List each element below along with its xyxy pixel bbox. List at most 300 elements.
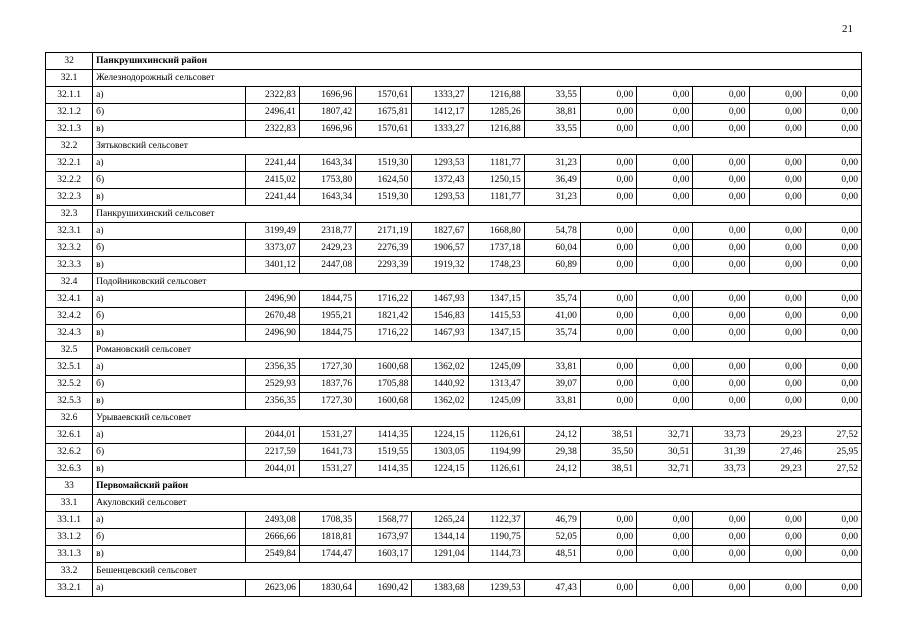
- value-cell: 1414,35: [356, 461, 412, 478]
- value-cell: 1570,61: [356, 87, 412, 104]
- row-code: 33.2.1: [46, 580, 93, 597]
- value-cell: 2496,41: [245, 104, 299, 121]
- value-cell: 0,00: [805, 172, 861, 189]
- value-cell: 0,00: [693, 359, 749, 376]
- value-cell: 2318,77: [299, 223, 355, 240]
- value-cell: 0,00: [637, 104, 693, 121]
- settlement-name: Железнодорожный сельсовет: [93, 70, 862, 87]
- value-cell: 0,00: [805, 376, 861, 393]
- value-cell: 2171,19: [356, 223, 412, 240]
- value-cell: 1414,35: [356, 427, 412, 444]
- value-cell: 0,00: [805, 87, 861, 104]
- value-cell: 0,00: [749, 291, 805, 308]
- settlement-name: Акуловский сельсовет: [93, 495, 862, 512]
- value-cell: 0,00: [749, 155, 805, 172]
- value-cell: 0,00: [805, 104, 861, 121]
- settlement-name: Подойниковский сельсовет: [93, 274, 862, 291]
- value-cell: 1837,76: [299, 376, 355, 393]
- value-cell: 1519,30: [356, 189, 412, 206]
- value-cell: 0,00: [580, 155, 636, 172]
- value-cell: 1744,47: [299, 546, 355, 563]
- row-code: 33.1.2: [46, 529, 93, 546]
- value-cell: 1643,34: [299, 155, 355, 172]
- value-cell: 31,23: [524, 155, 580, 172]
- value-cell: 1415,53: [468, 308, 524, 325]
- value-cell: 2447,08: [299, 257, 355, 274]
- value-cell: 0,00: [693, 325, 749, 342]
- table-row: [46, 257, 862, 274]
- value-cell: 1600,68: [356, 393, 412, 410]
- value-cell: 27,52: [805, 427, 861, 444]
- value-cell: 0,00: [580, 189, 636, 206]
- value-cell: 1668,80: [468, 223, 524, 240]
- value-cell: 35,74: [524, 325, 580, 342]
- value-cell: 32,71: [637, 461, 693, 478]
- value-cell: 0,00: [637, 189, 693, 206]
- value-cell: 0,00: [693, 291, 749, 308]
- value-cell: 0,00: [693, 223, 749, 240]
- value-cell: 32,71: [637, 427, 693, 444]
- value-cell: 3199,49: [245, 223, 299, 240]
- value-cell: 38,51: [580, 461, 636, 478]
- table-row: [46, 121, 862, 138]
- value-cell: 0,00: [749, 104, 805, 121]
- row-code: 32.2: [46, 138, 93, 155]
- value-cell: 0,00: [749, 189, 805, 206]
- value-cell: 33,81: [524, 359, 580, 376]
- value-cell: 38,51: [580, 427, 636, 444]
- table-row: [46, 461, 862, 478]
- value-cell: 0,00: [580, 308, 636, 325]
- value-cell: 0,00: [580, 87, 636, 104]
- table-row: [46, 223, 862, 240]
- value-cell: 0,00: [637, 172, 693, 189]
- value-cell: 0,00: [637, 257, 693, 274]
- value-cell: 27,46: [749, 444, 805, 461]
- row-variant: б): [93, 444, 246, 461]
- value-cell: 0,00: [749, 546, 805, 563]
- table-row: [46, 325, 862, 342]
- value-cell: 0,00: [749, 580, 805, 597]
- table-row: [46, 189, 862, 206]
- value-cell: 0,00: [749, 257, 805, 274]
- row-code: 32: [46, 53, 93, 70]
- row-variant: б): [93, 376, 246, 393]
- row-code: 32.1.3: [46, 121, 93, 138]
- value-cell: 1344,14: [412, 529, 468, 546]
- value-cell: 1705,88: [356, 376, 412, 393]
- row-code: 33.1.3: [46, 546, 93, 563]
- value-cell: 0,00: [693, 393, 749, 410]
- value-cell: 46,79: [524, 512, 580, 529]
- value-cell: 2670,48: [245, 308, 299, 325]
- value-cell: 1333,27: [412, 121, 468, 138]
- value-cell: 0,00: [580, 223, 636, 240]
- value-cell: 1818,81: [299, 529, 355, 546]
- value-cell: 1807,42: [299, 104, 355, 121]
- value-cell: 2415,02: [245, 172, 299, 189]
- value-cell: 1531,27: [299, 427, 355, 444]
- value-cell: 1844,75: [299, 291, 355, 308]
- row-code: 33.1: [46, 495, 93, 512]
- value-cell: 0,00: [693, 104, 749, 121]
- value-cell: 31,23: [524, 189, 580, 206]
- value-cell: 1696,96: [299, 121, 355, 138]
- value-cell: 1716,22: [356, 291, 412, 308]
- value-cell: 0,00: [580, 546, 636, 563]
- row-code: 33.2: [46, 563, 93, 580]
- row-code: 32.2.1: [46, 155, 93, 172]
- table-row: [46, 512, 862, 529]
- value-cell: 1362,02: [412, 393, 468, 410]
- value-cell: 0,00: [805, 240, 861, 257]
- value-cell: 0,00: [580, 529, 636, 546]
- row-code: 32.3.3: [46, 257, 93, 274]
- value-cell: 2496,90: [245, 325, 299, 342]
- table-row: [46, 427, 862, 444]
- value-cell: 2241,44: [245, 189, 299, 206]
- value-cell: 35,74: [524, 291, 580, 308]
- row-variant: в): [93, 461, 246, 478]
- value-cell: 0,00: [580, 512, 636, 529]
- value-cell: 1696,96: [299, 87, 355, 104]
- value-cell: 0,00: [580, 240, 636, 257]
- value-cell: 1675,81: [356, 104, 412, 121]
- value-cell: 0,00: [693, 155, 749, 172]
- value-cell: 0,00: [637, 87, 693, 104]
- value-cell: 1830,64: [299, 580, 355, 597]
- value-cell: 0,00: [805, 529, 861, 546]
- settlement-name: Зятьковский сельсовет: [93, 138, 862, 155]
- value-cell: 1383,68: [412, 580, 468, 597]
- table-row: [46, 546, 862, 563]
- settlement-row: [46, 410, 862, 427]
- value-cell: 1716,22: [356, 325, 412, 342]
- row-code: 32.5: [46, 342, 93, 359]
- row-code: 32.6.1: [46, 427, 93, 444]
- table-row: [46, 172, 862, 189]
- table-row: [46, 580, 862, 597]
- row-variant: а): [93, 155, 246, 172]
- value-cell: 1293,53: [412, 189, 468, 206]
- value-cell: 38,81: [524, 104, 580, 121]
- value-cell: 0,00: [805, 155, 861, 172]
- value-cell: 0,00: [749, 121, 805, 138]
- value-cell: 0,00: [637, 529, 693, 546]
- value-cell: 2493,08: [245, 512, 299, 529]
- value-cell: 0,00: [580, 376, 636, 393]
- value-cell: 1753,80: [299, 172, 355, 189]
- value-cell: 1919,32: [412, 257, 468, 274]
- value-cell: 30,51: [637, 444, 693, 461]
- value-cell: 0,00: [805, 189, 861, 206]
- value-cell: 1245,09: [468, 359, 524, 376]
- value-cell: 0,00: [580, 580, 636, 597]
- value-cell: 1239,53: [468, 580, 524, 597]
- table-row: [46, 376, 862, 393]
- value-cell: 1181,77: [468, 155, 524, 172]
- table-row: [46, 308, 862, 325]
- value-cell: 1144,73: [468, 546, 524, 563]
- value-cell: 0,00: [693, 529, 749, 546]
- value-cell: 0,00: [805, 512, 861, 529]
- value-cell: 0,00: [580, 325, 636, 342]
- value-cell: 1245,09: [468, 393, 524, 410]
- value-cell: 2549,84: [245, 546, 299, 563]
- value-cell: 27,52: [805, 461, 861, 478]
- value-cell: 0,00: [749, 223, 805, 240]
- value-cell: 0,00: [580, 257, 636, 274]
- value-cell: 1291,04: [412, 546, 468, 563]
- row-variant: а): [93, 359, 246, 376]
- value-cell: 54,78: [524, 223, 580, 240]
- value-cell: 0,00: [580, 359, 636, 376]
- settlement-row: [46, 495, 862, 512]
- table-row: [46, 529, 862, 546]
- table-row: [46, 393, 862, 410]
- value-cell: 0,00: [693, 580, 749, 597]
- value-cell: 3373,07: [245, 240, 299, 257]
- row-code: 32.4.3: [46, 325, 93, 342]
- row-variant: в): [93, 546, 246, 563]
- settlement-name: Романовский сельсовет: [93, 342, 862, 359]
- value-cell: 1673,97: [356, 529, 412, 546]
- value-cell: 31,39: [693, 444, 749, 461]
- value-cell: 0,00: [693, 512, 749, 529]
- value-cell: 0,00: [693, 189, 749, 206]
- value-cell: 1955,21: [299, 308, 355, 325]
- value-cell: 1600,68: [356, 359, 412, 376]
- row-code: 32.1.1: [46, 87, 93, 104]
- value-cell: 1827,67: [412, 223, 468, 240]
- value-cell: 0,00: [805, 291, 861, 308]
- row-variant: б): [93, 529, 246, 546]
- table-row: [46, 444, 862, 461]
- value-cell: 1122,37: [468, 512, 524, 529]
- row-code: 32.4.2: [46, 308, 93, 325]
- value-cell: 35,50: [580, 444, 636, 461]
- row-code: 32.6.3: [46, 461, 93, 478]
- value-cell: 1519,30: [356, 155, 412, 172]
- value-cell: 0,00: [693, 257, 749, 274]
- row-code: 32.6.2: [46, 444, 93, 461]
- value-cell: 1748,23: [468, 257, 524, 274]
- row-variant: б): [93, 104, 246, 121]
- value-cell: 33,81: [524, 393, 580, 410]
- value-cell: 0,00: [637, 580, 693, 597]
- value-cell: 39,07: [524, 376, 580, 393]
- row-variant: а): [93, 87, 246, 104]
- row-code: 32.1.2: [46, 104, 93, 121]
- value-cell: 0,00: [805, 257, 861, 274]
- row-code: 32.3.2: [46, 240, 93, 257]
- value-cell: 1313,47: [468, 376, 524, 393]
- row-variant: а): [93, 223, 246, 240]
- settlement-name: Урываевский сельсовет: [93, 410, 862, 427]
- row-code: 32.2.2: [46, 172, 93, 189]
- value-cell: 1531,27: [299, 461, 355, 478]
- value-cell: 2217,59: [245, 444, 299, 461]
- value-cell: 0,00: [693, 172, 749, 189]
- value-cell: 1906,57: [412, 240, 468, 257]
- value-cell: 0,00: [749, 87, 805, 104]
- settlement-name: Бешенцевский сельсовет: [93, 563, 862, 580]
- region-row: [46, 53, 862, 70]
- value-cell: 1216,88: [468, 121, 524, 138]
- row-code: 32.3: [46, 206, 93, 223]
- value-cell: 0,00: [637, 546, 693, 563]
- row-variant: б): [93, 240, 246, 257]
- value-cell: 1643,34: [299, 189, 355, 206]
- value-cell: 0,00: [637, 376, 693, 393]
- value-cell: 0,00: [580, 121, 636, 138]
- row-code: 32.5.3: [46, 393, 93, 410]
- value-cell: 1603,17: [356, 546, 412, 563]
- value-cell: 33,73: [693, 427, 749, 444]
- value-cell: 0,00: [637, 359, 693, 376]
- value-cell: 2666,66: [245, 529, 299, 546]
- value-cell: 0,00: [805, 546, 861, 563]
- value-cell: 47,43: [524, 580, 580, 597]
- row-variant: б): [93, 308, 246, 325]
- value-cell: 41,00: [524, 308, 580, 325]
- value-cell: 0,00: [693, 546, 749, 563]
- settlement-row: [46, 274, 862, 291]
- value-cell: 0,00: [580, 172, 636, 189]
- row-variant: в): [93, 257, 246, 274]
- table-body: [46, 53, 862, 597]
- row-variant: а): [93, 580, 246, 597]
- row-code: 32.1: [46, 70, 93, 87]
- value-cell: 48,51: [524, 546, 580, 563]
- row-variant: а): [93, 291, 246, 308]
- value-cell: 1412,17: [412, 104, 468, 121]
- row-code: 32.3.1: [46, 223, 93, 240]
- value-cell: 0,00: [693, 240, 749, 257]
- table-row: [46, 155, 862, 172]
- row-code: 32.4: [46, 274, 93, 291]
- settlement-row: [46, 563, 862, 580]
- value-cell: 2293,39: [356, 257, 412, 274]
- value-cell: 1467,93: [412, 325, 468, 342]
- value-cell: 0,00: [580, 104, 636, 121]
- value-cell: 0,00: [637, 512, 693, 529]
- value-cell: 1347,15: [468, 325, 524, 342]
- value-cell: 1333,27: [412, 87, 468, 104]
- settlement-row: [46, 206, 862, 223]
- value-cell: 1265,24: [412, 512, 468, 529]
- value-cell: 33,55: [524, 87, 580, 104]
- settlement-row: [46, 342, 862, 359]
- value-cell: 33,55: [524, 121, 580, 138]
- value-cell: 1440,92: [412, 376, 468, 393]
- row-variant: в): [93, 393, 246, 410]
- row-code: 32.4.1: [46, 291, 93, 308]
- value-cell: 0,00: [805, 359, 861, 376]
- value-cell: 1293,53: [412, 155, 468, 172]
- value-cell: 1126,61: [468, 427, 524, 444]
- value-cell: 1224,15: [412, 461, 468, 478]
- value-cell: 1624,50: [356, 172, 412, 189]
- value-cell: 0,00: [805, 223, 861, 240]
- value-cell: 0,00: [749, 308, 805, 325]
- value-cell: 0,00: [749, 393, 805, 410]
- value-cell: 25,95: [805, 444, 861, 461]
- value-cell: 0,00: [749, 529, 805, 546]
- settlement-name: Панкрушихинский сельсовет: [93, 206, 862, 223]
- value-cell: 2529,93: [245, 376, 299, 393]
- value-cell: 0,00: [749, 172, 805, 189]
- value-cell: 0,00: [805, 393, 861, 410]
- value-cell: 1347,15: [468, 291, 524, 308]
- value-cell: 0,00: [637, 393, 693, 410]
- value-cell: 0,00: [637, 121, 693, 138]
- value-cell: 0,00: [805, 580, 861, 597]
- value-cell: 3401,12: [245, 257, 299, 274]
- value-cell: 1546,83: [412, 308, 468, 325]
- value-cell: 2276,39: [356, 240, 412, 257]
- value-cell: 1224,15: [412, 427, 468, 444]
- value-cell: 0,00: [693, 308, 749, 325]
- value-cell: 0,00: [637, 155, 693, 172]
- value-cell: 52,05: [524, 529, 580, 546]
- value-cell: 1362,02: [412, 359, 468, 376]
- value-cell: 1641,73: [299, 444, 355, 461]
- table-row: [46, 359, 862, 376]
- value-cell: 0,00: [580, 291, 636, 308]
- value-cell: 29,23: [749, 427, 805, 444]
- value-cell: 0,00: [805, 121, 861, 138]
- region-row: [46, 478, 862, 495]
- value-cell: 1467,93: [412, 291, 468, 308]
- row-code: 33: [46, 478, 93, 495]
- row-code: 32.5.2: [46, 376, 93, 393]
- value-cell: 0,00: [637, 291, 693, 308]
- value-cell: 1519,55: [356, 444, 412, 461]
- value-cell: 0,00: [580, 393, 636, 410]
- region-name: Первомайский район: [93, 478, 862, 495]
- value-cell: 1250,15: [468, 172, 524, 189]
- value-cell: 0,00: [749, 512, 805, 529]
- value-cell: 1737,18: [468, 240, 524, 257]
- row-code: 32.2.3: [46, 189, 93, 206]
- value-cell: 2429,23: [299, 240, 355, 257]
- row-variant: в): [93, 121, 246, 138]
- value-cell: 60,89: [524, 257, 580, 274]
- value-cell: 60,04: [524, 240, 580, 257]
- value-cell: 0,00: [693, 87, 749, 104]
- settlement-row: [46, 70, 862, 87]
- value-cell: 0,00: [805, 325, 861, 342]
- row-code: 32.5.1: [46, 359, 93, 376]
- value-cell: 0,00: [749, 240, 805, 257]
- value-cell: 2044,01: [245, 427, 299, 444]
- value-cell: 1126,61: [468, 461, 524, 478]
- value-cell: 2496,90: [245, 291, 299, 308]
- value-cell: 0,00: [749, 359, 805, 376]
- value-cell: 0,00: [637, 223, 693, 240]
- value-cell: 0,00: [637, 240, 693, 257]
- value-cell: 2356,35: [245, 359, 299, 376]
- table-row: [46, 104, 862, 121]
- value-cell: 0,00: [805, 308, 861, 325]
- value-cell: 1690,42: [356, 580, 412, 597]
- row-code: 32.6: [46, 410, 93, 427]
- value-cell: 1303,05: [412, 444, 468, 461]
- value-cell: 29,38: [524, 444, 580, 461]
- page-number: 21: [842, 23, 853, 35]
- value-cell: 0,00: [637, 325, 693, 342]
